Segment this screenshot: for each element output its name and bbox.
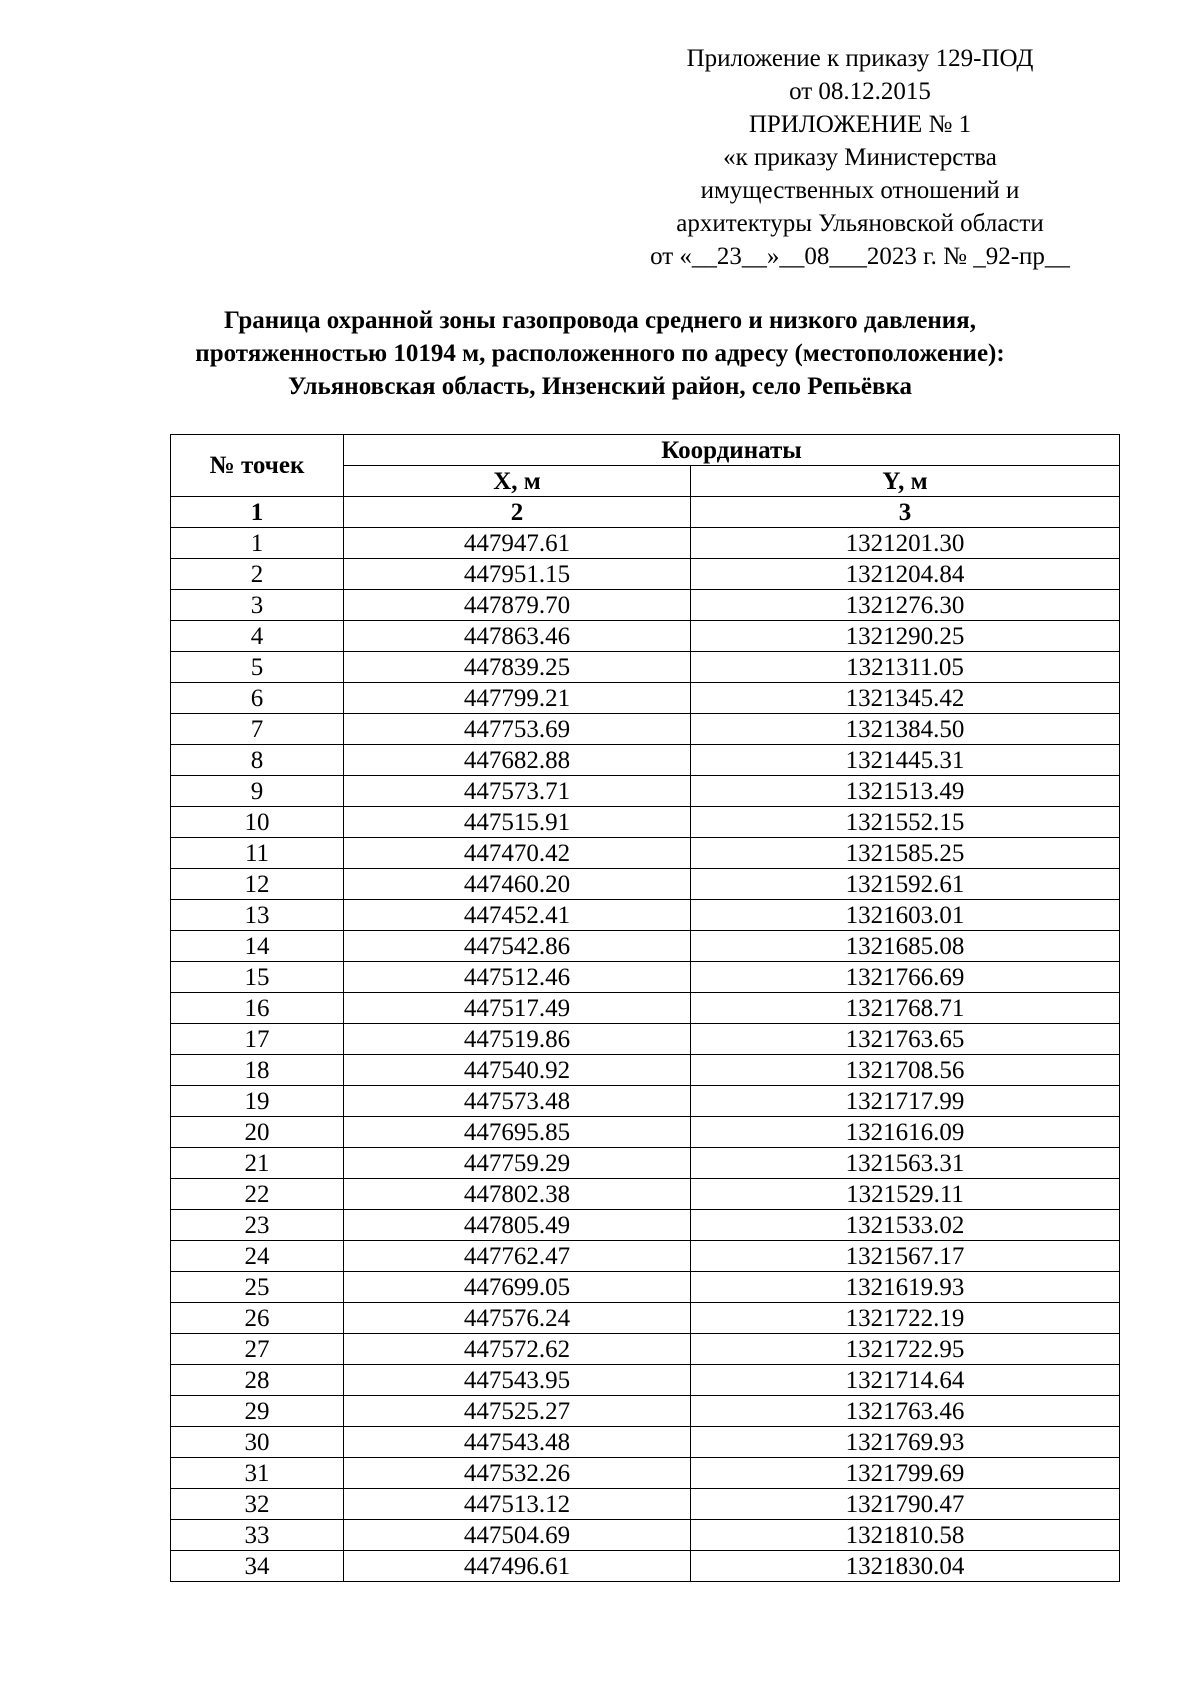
x-coordinate-cell: 447543.48 bbox=[344, 1427, 691, 1458]
table-row bbox=[171, 590, 1120, 621]
point-number-cell: 21 bbox=[171, 1148, 344, 1179]
x-coordinate-cell: 447519.86 bbox=[344, 1024, 691, 1055]
point-number-cell: 27 bbox=[171, 1334, 344, 1365]
table-row bbox=[171, 1303, 1120, 1334]
table-row bbox=[171, 1489, 1120, 1520]
x-coordinate-cell: 447947.61 bbox=[344, 528, 691, 559]
header-line-1: Приложение к приказу 129-ПОД bbox=[686, 45, 1034, 72]
y-coordinate-cell: 1321685.08 bbox=[691, 931, 1120, 962]
table-row bbox=[171, 1396, 1120, 1427]
point-number-cell: 8 bbox=[171, 745, 344, 776]
point-number-cell: 16 bbox=[171, 993, 344, 1024]
table-row bbox=[171, 993, 1120, 1024]
y-coordinate-cell: 1321799.69 bbox=[691, 1458, 1120, 1489]
x-coordinate-cell: 447496.61 bbox=[344, 1551, 691, 1582]
x-coordinate-cell: 447504.69 bbox=[344, 1520, 691, 1551]
table-row bbox=[171, 1272, 1120, 1303]
x-coordinate-cell: 447573.48 bbox=[344, 1086, 691, 1117]
x-coordinate-cell: 447576.24 bbox=[344, 1303, 691, 1334]
x-coordinate-cell: 447753.69 bbox=[344, 714, 691, 745]
table-body bbox=[171, 528, 1120, 1582]
point-number-cell: 19 bbox=[171, 1086, 344, 1117]
y-coordinate-cell: 1321619.93 bbox=[691, 1272, 1120, 1303]
x-coordinate-cell: 447699.05 bbox=[344, 1272, 691, 1303]
x-coordinate-cell: 447863.46 bbox=[344, 621, 691, 652]
table-row bbox=[171, 1148, 1120, 1179]
table-row bbox=[171, 931, 1120, 962]
point-number-cell: 13 bbox=[171, 900, 344, 931]
table-row bbox=[171, 1055, 1120, 1086]
y-coordinate-cell: 1321763.46 bbox=[691, 1396, 1120, 1427]
y-coordinate-cell: 1321714.64 bbox=[691, 1365, 1120, 1396]
y-coordinate-cell: 1321766.69 bbox=[691, 962, 1120, 993]
y-coordinate-cell: 1321790.47 bbox=[691, 1489, 1120, 1520]
header-y: Y, м bbox=[691, 466, 1120, 497]
x-coordinate-cell: 447452.41 bbox=[344, 900, 691, 931]
table-row bbox=[171, 1458, 1120, 1489]
point-number-cell: 28 bbox=[171, 1365, 344, 1396]
point-number-cell: 3 bbox=[171, 590, 344, 621]
point-number-cell: 23 bbox=[171, 1210, 344, 1241]
header-point-number: № точек bbox=[171, 435, 344, 497]
point-number-cell: 14 bbox=[171, 931, 344, 962]
coordinates-table bbox=[170, 434, 1120, 1582]
table-header-row bbox=[171, 435, 1120, 466]
y-coordinate-cell: 1321763.65 bbox=[691, 1024, 1120, 1055]
table-row bbox=[171, 1179, 1120, 1210]
y-coordinate-cell: 1321201.30 bbox=[691, 528, 1120, 559]
y-coordinate-cell: 1321603.01 bbox=[691, 900, 1120, 931]
y-coordinate-cell: 1321204.84 bbox=[691, 559, 1120, 590]
table-row bbox=[171, 714, 1120, 745]
table-row bbox=[171, 807, 1120, 838]
y-coordinate-cell: 1321533.02 bbox=[691, 1210, 1120, 1241]
y-coordinate-cell: 1321585.25 bbox=[691, 838, 1120, 869]
table-row bbox=[171, 683, 1120, 714]
x-coordinate-cell: 447573.71 bbox=[344, 776, 691, 807]
y-coordinate-cell: 1321311.05 bbox=[691, 652, 1120, 683]
y-coordinate-cell: 1321616.09 bbox=[691, 1117, 1120, 1148]
header-line-3: ПРИЛОЖЕНИЕ № 1 bbox=[748, 111, 972, 138]
header-line-5: имущественных отношений и bbox=[700, 177, 1020, 204]
x-coordinate-cell: 447517.49 bbox=[344, 993, 691, 1024]
x-coordinate-cell: 447839.25 bbox=[344, 652, 691, 683]
column-number-1: 1 bbox=[171, 497, 344, 528]
x-coordinate-cell: 447540.92 bbox=[344, 1055, 691, 1086]
point-number-cell: 2 bbox=[171, 559, 344, 590]
point-number-cell: 10 bbox=[171, 807, 344, 838]
x-coordinate-cell: 447799.21 bbox=[344, 683, 691, 714]
point-number-cell: 30 bbox=[171, 1427, 344, 1458]
table-row bbox=[171, 1210, 1120, 1241]
x-coordinate-cell: 447460.20 bbox=[344, 869, 691, 900]
point-number-cell: 20 bbox=[171, 1117, 344, 1148]
table-row bbox=[171, 1520, 1120, 1551]
table-row bbox=[171, 621, 1120, 652]
x-coordinate-cell: 447542.86 bbox=[344, 931, 691, 962]
point-number-cell: 9 bbox=[171, 776, 344, 807]
point-number-cell: 12 bbox=[171, 869, 344, 900]
y-coordinate-cell: 1321722.95 bbox=[691, 1334, 1120, 1365]
column-number-2: 2 bbox=[344, 497, 691, 528]
column-number-3: 3 bbox=[691, 497, 1120, 528]
x-coordinate-cell: 447951.15 bbox=[344, 559, 691, 590]
point-number-cell: 31 bbox=[171, 1458, 344, 1489]
table-row bbox=[171, 1117, 1120, 1148]
table-row bbox=[171, 1551, 1120, 1582]
x-coordinate-cell: 447515.91 bbox=[344, 807, 691, 838]
title-line-1: Граница охранной зоны газопровода среднего и низкого давления, bbox=[224, 307, 976, 334]
table-column-numbers-row bbox=[171, 497, 1120, 528]
x-coordinate-cell: 447762.47 bbox=[344, 1241, 691, 1272]
y-coordinate-cell: 1321717.99 bbox=[691, 1086, 1120, 1117]
point-number-cell: 18 bbox=[171, 1055, 344, 1086]
x-coordinate-cell: 447543.95 bbox=[344, 1365, 691, 1396]
x-coordinate-cell: 447805.49 bbox=[344, 1210, 691, 1241]
table-row bbox=[171, 869, 1120, 900]
table-row bbox=[171, 962, 1120, 993]
table-row bbox=[171, 1427, 1120, 1458]
y-coordinate-cell: 1321529.11 bbox=[691, 1179, 1120, 1210]
y-coordinate-cell: 1321345.42 bbox=[691, 683, 1120, 714]
header-line-6: архитектуры Ульяновской области bbox=[676, 210, 1044, 237]
table-row bbox=[171, 1334, 1120, 1365]
table-row bbox=[171, 745, 1120, 776]
table-row bbox=[171, 528, 1120, 559]
y-coordinate-cell: 1321830.04 bbox=[691, 1551, 1120, 1582]
x-coordinate-cell: 447572.62 bbox=[344, 1334, 691, 1365]
y-coordinate-cell: 1321445.31 bbox=[691, 745, 1120, 776]
header-coordinates: Координаты bbox=[344, 435, 1120, 466]
point-number-cell: 34 bbox=[171, 1551, 344, 1582]
point-number-cell: 6 bbox=[171, 683, 344, 714]
x-coordinate-cell: 447470.42 bbox=[344, 838, 691, 869]
x-coordinate-cell: 447525.27 bbox=[344, 1396, 691, 1427]
header-line-4: «к приказу Министерства bbox=[723, 144, 997, 171]
table-row bbox=[171, 559, 1120, 590]
table-row bbox=[171, 1241, 1120, 1272]
header-line-7: от «__23__»__08___2023 г. № _92-пр__ bbox=[650, 243, 1070, 270]
point-number-cell: 32 bbox=[171, 1489, 344, 1520]
point-number-cell: 4 bbox=[171, 621, 344, 652]
point-number-cell: 11 bbox=[171, 838, 344, 869]
x-coordinate-cell: 447682.88 bbox=[344, 745, 691, 776]
y-coordinate-cell: 1321563.31 bbox=[691, 1148, 1120, 1179]
point-number-cell: 7 bbox=[171, 714, 344, 745]
table-row bbox=[171, 776, 1120, 807]
y-coordinate-cell: 1321708.56 bbox=[691, 1055, 1120, 1086]
y-coordinate-cell: 1321552.15 bbox=[691, 807, 1120, 838]
point-number-cell: 24 bbox=[171, 1241, 344, 1272]
document-title bbox=[60, 304, 1140, 403]
point-number-cell: 29 bbox=[171, 1396, 344, 1427]
x-coordinate-cell: 447879.70 bbox=[344, 590, 691, 621]
x-coordinate-cell: 447759.29 bbox=[344, 1148, 691, 1179]
y-coordinate-cell: 1321592.61 bbox=[691, 869, 1120, 900]
y-coordinate-cell: 1321768.71 bbox=[691, 993, 1120, 1024]
table-row bbox=[171, 1086, 1120, 1117]
point-number-cell: 22 bbox=[171, 1179, 344, 1210]
y-coordinate-cell: 1321290.25 bbox=[691, 621, 1120, 652]
order-header bbox=[560, 42, 1160, 273]
title-line-2: протяженностью 10194 м, расположенного по адресу (местоположение): bbox=[195, 340, 1005, 367]
y-coordinate-cell: 1321276.30 bbox=[691, 590, 1120, 621]
point-number-cell: 25 bbox=[171, 1272, 344, 1303]
y-coordinate-cell: 1321567.17 bbox=[691, 1241, 1120, 1272]
x-coordinate-cell: 447802.38 bbox=[344, 1179, 691, 1210]
table-row bbox=[171, 900, 1120, 931]
y-coordinate-cell: 1321384.50 bbox=[691, 714, 1120, 745]
header-line-2: от 08.12.2015 bbox=[789, 78, 931, 105]
point-number-cell: 1 bbox=[171, 528, 344, 559]
x-coordinate-cell: 447513.12 bbox=[344, 1489, 691, 1520]
table-row bbox=[171, 838, 1120, 869]
table-row bbox=[171, 1024, 1120, 1055]
header-x: X, м bbox=[344, 466, 691, 497]
table-row bbox=[171, 1365, 1120, 1396]
table-row bbox=[171, 652, 1120, 683]
point-number-cell: 26 bbox=[171, 1303, 344, 1334]
y-coordinate-cell: 1321513.49 bbox=[691, 776, 1120, 807]
x-coordinate-cell: 447695.85 bbox=[344, 1117, 691, 1148]
x-coordinate-cell: 447512.46 bbox=[344, 962, 691, 993]
point-number-cell: 17 bbox=[171, 1024, 344, 1055]
title-line-3: Ульяновская область, Инзенский район, село Репьёвка bbox=[287, 373, 912, 400]
point-number-cell: 15 bbox=[171, 962, 344, 993]
point-number-cell: 5 bbox=[171, 652, 344, 683]
y-coordinate-cell: 1321722.19 bbox=[691, 1303, 1120, 1334]
x-coordinate-cell: 447532.26 bbox=[344, 1458, 691, 1489]
y-coordinate-cell: 1321769.93 bbox=[691, 1427, 1120, 1458]
y-coordinate-cell: 1321810.58 bbox=[691, 1520, 1120, 1551]
point-number-cell: 33 bbox=[171, 1520, 344, 1551]
